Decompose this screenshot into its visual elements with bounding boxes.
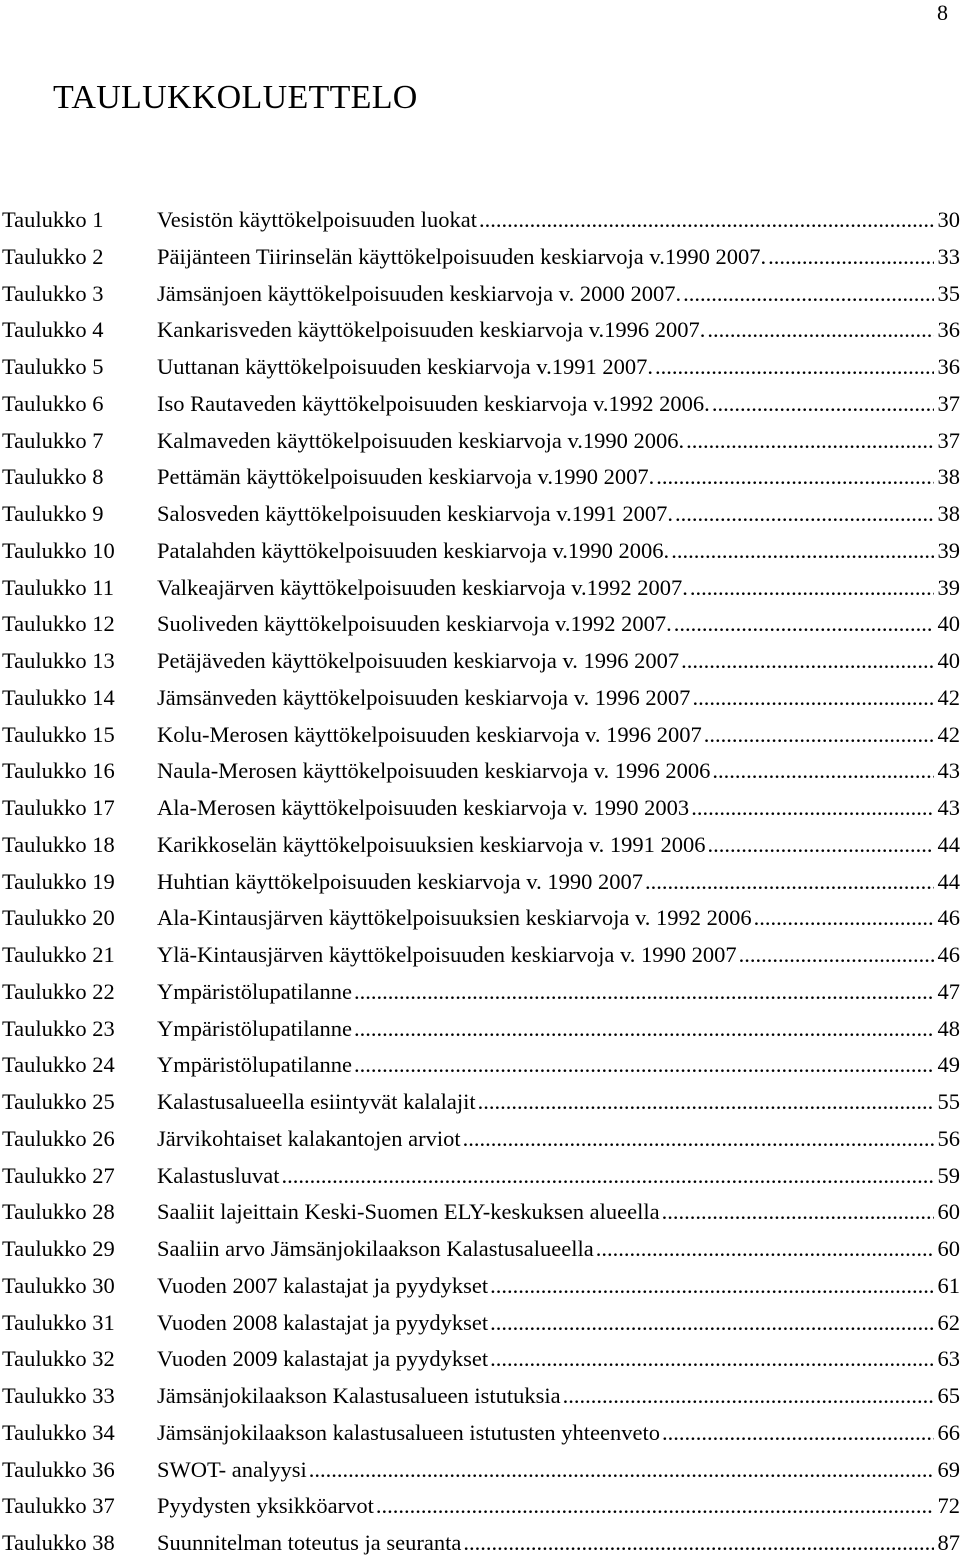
toc-entry-label: Taulukko 26 [2, 1121, 157, 1158]
toc-entry-title-wrap [157, 900, 934, 937]
toc-dot-leader [681, 643, 933, 680]
page-number: 8 [937, 0, 948, 26]
toc-entry-page: 56 [934, 1121, 960, 1158]
toc-entry[interactable] [2, 937, 960, 974]
toc-entry-page: 33 [934, 239, 960, 276]
toc-dot-leader [662, 1194, 934, 1231]
toc-entry-title: Jämsänveden käyttökelpoisuuden keskiarvoja v. 1996 2007 [157, 680, 692, 717]
toc-dot-leader [675, 496, 934, 533]
toc-entry[interactable] [2, 423, 960, 460]
toc-entry[interactable] [2, 312, 960, 349]
toc-entry-title: Pyydysten yksikköarvot [157, 1488, 376, 1525]
toc-entry-label: Taulukko 3 [2, 276, 157, 313]
toc-entry-title: Valkeajärven käyttökelpoisuuden keskiarvoja v.1992 2007. [157, 570, 690, 607]
toc-entry-page: 66 [934, 1415, 960, 1452]
toc-entry[interactable] [2, 1525, 960, 1562]
toc-entry-label: Taulukko 23 [2, 1011, 157, 1048]
toc-entry-label: Taulukko 10 [2, 533, 157, 570]
toc-entry-page: 63 [934, 1341, 960, 1378]
toc-entry[interactable] [2, 717, 960, 754]
toc-entry-page: 42 [934, 680, 960, 717]
toc-entry[interactable] [2, 1121, 960, 1158]
toc-entry-title: Vuoden 2008 kalastajat ja pyydykset [157, 1305, 490, 1342]
toc-entry-label: Taulukko 28 [2, 1194, 157, 1231]
toc-entry-title: Ala-Merosen käyttökelpoisuuden keskiarvoja v. 1990 2003 [157, 790, 691, 827]
toc-entry-title-wrap [157, 606, 934, 643]
toc-entry[interactable] [2, 680, 960, 717]
toc-entry[interactable] [2, 1341, 960, 1378]
toc-entry-label: Taulukko 36 [2, 1452, 157, 1489]
toc-entry-title: Kankarisveden käyttökelpoisuuden keskiarvoja v.1996 2007. [157, 312, 707, 349]
toc-entry-title: Vesistön käyttökelpoisuuden luokat [157, 202, 479, 239]
toc-dot-leader [691, 790, 933, 827]
toc-entry-title-wrap [157, 570, 934, 607]
toc-entry-page: 43 [934, 790, 960, 827]
toc-entry-page: 40 [934, 606, 960, 643]
toc-entry-title-wrap [157, 423, 934, 460]
toc-entry[interactable] [2, 1158, 960, 1195]
toc-dot-leader [707, 827, 933, 864]
toc-entry-title: Saaliit lajeittain Keski-Suomen ELY-keskuksen alueella [157, 1194, 662, 1231]
toc-entry-page: 42 [934, 717, 960, 754]
toc-dot-leader [656, 459, 933, 496]
toc-entry-page: 72 [934, 1488, 960, 1525]
toc-entry-title-wrap [157, 1011, 934, 1048]
toc-entry-title-wrap [157, 496, 934, 533]
toc-entry-title: SWOT- analyysi [157, 1452, 309, 1489]
toc-entry[interactable] [2, 974, 960, 1011]
toc-entry-label: Taulukko 24 [2, 1047, 157, 1084]
toc-dot-leader [490, 1341, 933, 1378]
toc-entry-label: Taulukko 6 [2, 386, 157, 423]
toc-entry[interactable] [2, 1415, 960, 1452]
toc-entry-label: Taulukko 12 [2, 606, 157, 643]
toc-entry-title-wrap [157, 937, 934, 974]
toc-entry-page: 48 [934, 1011, 960, 1048]
toc-entry-title: Uuttanan käyttökelpoisuuden keskiarvoja v.1991 2007. [157, 349, 655, 386]
toc-entry-title-wrap [157, 386, 934, 423]
toc-dot-leader [478, 1084, 934, 1121]
toc-entry-page: 65 [934, 1378, 960, 1415]
page-title: TAULUKKOLUETTELO [53, 78, 418, 118]
toc-entry-title-wrap [157, 864, 934, 901]
toc-entry-label: Taulukko 1 [2, 202, 157, 239]
toc-entry-title-wrap [157, 643, 934, 680]
toc-entry[interactable] [2, 1047, 960, 1084]
toc-dot-leader [739, 937, 934, 974]
toc-entry-page: 69 [934, 1452, 960, 1489]
toc-dot-leader [596, 1231, 934, 1268]
toc-entry-label: Taulukko 11 [2, 570, 157, 607]
toc-entry-label: Taulukko 2 [2, 239, 157, 276]
toc-entry-title: Iso Rautaveden käyttökelpoisuuden keskiarvoja v.1992 2006. [157, 386, 712, 423]
toc-entry-title: Kolu-Merosen käyttökelpoisuuden keskiarvoja v. 1996 2007 [157, 717, 704, 754]
toc-dot-leader [671, 533, 933, 570]
toc-entry-page: 39 [934, 570, 960, 607]
toc-entry-title-wrap [157, 1158, 934, 1195]
toc-entry[interactable] [2, 1378, 960, 1415]
toc-entry-page: 38 [934, 496, 960, 533]
toc-entry-label: Taulukko 32 [2, 1341, 157, 1378]
toc-entry-page: 38 [934, 459, 960, 496]
toc-dot-leader [704, 717, 934, 754]
toc-dot-leader [354, 1047, 934, 1084]
toc-entry[interactable] [2, 276, 960, 313]
toc-entry-page: 43 [934, 753, 960, 790]
toc-entry-title: Kalastusluvat [157, 1158, 281, 1195]
toc-entry-title: Pettämän käyttökelpoisuuden keskiarvoja v.1990 2007. [157, 459, 656, 496]
toc-entry[interactable] [2, 643, 960, 680]
toc-entry-label: Taulukko 7 [2, 423, 157, 460]
toc-entry-label: Taulukko 20 [2, 900, 157, 937]
toc-entry-title: Saaliin arvo Jämsänjokilaakson Kalastusalueella [157, 1231, 596, 1268]
toc-entry-title: Vuoden 2007 kalastajat ja pyydykset [157, 1268, 490, 1305]
toc-entry-title-wrap [157, 1084, 934, 1121]
toc-entry[interactable] [2, 202, 960, 239]
toc-entry-page: 44 [934, 864, 960, 901]
toc-entry-page: 37 [934, 386, 960, 423]
toc-entry-page: 60 [934, 1231, 960, 1268]
toc-entry[interactable] [2, 1268, 960, 1305]
toc-entry-page: 44 [934, 827, 960, 864]
toc-dot-leader [686, 423, 933, 460]
toc-entry[interactable] [2, 1084, 960, 1121]
toc-entry-label: Taulukko 34 [2, 1415, 157, 1452]
toc-entry-title-wrap [157, 1488, 934, 1525]
toc-entry-title: Naula-Merosen käyttökelpoisuuden keskiarvoja v. 1996 2006 [157, 753, 712, 790]
toc-entry-title: Kalmaveden käyttökelpoisuuden keskiarvoja v.1990 2006. [157, 423, 686, 460]
toc-entry-title: Huhtian käyttökelpoisuuden keskiarvoja v. 1990 2007 [157, 864, 645, 901]
toc-entry-title-wrap [157, 312, 934, 349]
toc-entry-title-wrap [157, 1268, 934, 1305]
toc-entry-label: Taulukko 30 [2, 1268, 157, 1305]
toc-entry[interactable] [2, 496, 960, 533]
toc-entry[interactable] [2, 753, 960, 790]
toc-entry-title-wrap [157, 1121, 934, 1158]
toc-entry[interactable] [2, 606, 960, 643]
toc-entry-label: Taulukko 21 [2, 937, 157, 974]
toc-entry-page: 46 [934, 937, 960, 974]
toc-entry-title-wrap [157, 753, 934, 790]
toc-entry-page: 87 [934, 1525, 960, 1562]
toc-dot-leader [690, 570, 934, 607]
toc-entry-title-wrap [157, 202, 934, 239]
toc-entry-title: Patalahden käyttökelpoisuuden keskiarvoja v.1990 2006. [157, 533, 671, 570]
toc-dot-leader [683, 276, 933, 313]
toc-entry-title: Salosveden käyttökelpoisuuden keskiarvoja v.1991 2007. [157, 496, 675, 533]
toc-entry-title-wrap [157, 1341, 934, 1378]
toc-entry-label: Taulukko 25 [2, 1084, 157, 1121]
toc-entry-title-wrap [157, 827, 934, 864]
toc-entry-label: Taulukko 38 [2, 1525, 157, 1562]
toc-dot-leader [309, 1452, 934, 1489]
toc-entry-title: Petäjäveden käyttökelpoisuuden keskiarvoja v. 1996 2007 [157, 643, 681, 680]
toc-entry-page: 30 [934, 202, 960, 239]
toc-entry[interactable] [2, 1488, 960, 1525]
toc-entry-title: Jämsänjokilaakson Kalastusalueen istutuksia [157, 1378, 563, 1415]
toc-dot-leader [754, 900, 934, 937]
toc-entry-label: Taulukko 16 [2, 753, 157, 790]
toc-entry-page: 36 [934, 312, 960, 349]
toc-dot-leader [463, 1525, 933, 1562]
toc-entry-title-wrap [157, 533, 934, 570]
toc-dot-leader [768, 239, 933, 276]
toc-entry[interactable] [2, 533, 960, 570]
toc-dot-leader [463, 1121, 934, 1158]
toc-entry-title-wrap [157, 1378, 934, 1415]
toc-entry[interactable] [2, 570, 960, 607]
toc-entry-page: 40 [934, 643, 960, 680]
toc-entry-title: Ylä-Kintausjärven käyttökelpoisuuden keskiarvoja v. 1990 2007 [157, 937, 739, 974]
toc-entry[interactable] [2, 349, 960, 386]
toc-dot-leader [692, 680, 933, 717]
toc-entry-title: Ympäristölupatilanne [157, 974, 354, 1011]
toc-entry[interactable] [2, 900, 960, 937]
toc-entry-title: Karikkoselän käyttökelpoisuuksien keskiarvoja v. 1991 2006 [157, 827, 707, 864]
toc-entry-title-wrap [157, 1525, 934, 1562]
toc-entry-label: Taulukko 17 [2, 790, 157, 827]
toc-dot-leader [490, 1268, 933, 1305]
toc-entry-page: 60 [934, 1194, 960, 1231]
toc-entry-label: Taulukko 31 [2, 1305, 157, 1342]
toc-entry-label: Taulukko 15 [2, 717, 157, 754]
table-of-contents [2, 202, 960, 1562]
toc-entry-title-wrap [157, 974, 934, 1011]
toc-entry[interactable] [2, 1305, 960, 1342]
toc-dot-leader [479, 202, 934, 239]
toc-entry-title-wrap [157, 1047, 934, 1084]
toc-dot-leader [354, 1011, 934, 1048]
toc-entry-label: Taulukko 19 [2, 864, 157, 901]
toc-entry-label: Taulukko 18 [2, 827, 157, 864]
toc-dot-leader [563, 1378, 934, 1415]
toc-entry[interactable] [2, 386, 960, 423]
toc-entry-title-wrap [157, 1415, 934, 1452]
toc-entry-title-wrap [157, 1305, 934, 1342]
toc-entry-title-wrap [157, 349, 934, 386]
toc-entry-title-wrap [157, 1231, 934, 1268]
toc-entry-label: Taulukko 4 [2, 312, 157, 349]
toc-entry-label: Taulukko 13 [2, 643, 157, 680]
toc-entry-title: Jämsänjokilaakson kalastusalueen istutusten yhteenveto [157, 1415, 662, 1452]
toc-entry-title: Suunnitelman toteutus ja seuranta [157, 1525, 463, 1562]
toc-entry-label: Taulukko 9 [2, 496, 157, 533]
toc-entry-page: 61 [934, 1268, 960, 1305]
toc-entry[interactable] [2, 1452, 960, 1489]
toc-entry-page: 55 [934, 1084, 960, 1121]
toc-entry[interactable] [2, 459, 960, 496]
toc-entry-title: Suoliveden käyttökelpoisuuden keskiarvoja v.1992 2007. [157, 606, 674, 643]
toc-dot-leader [376, 1488, 934, 1525]
toc-entry[interactable] [2, 827, 960, 864]
toc-entry[interactable] [2, 864, 960, 901]
toc-entry-title: Ympäristölupatilanne [157, 1047, 354, 1084]
toc-entry-label: Taulukko 27 [2, 1158, 157, 1195]
toc-entry-title: Jämsänjoen käyttökelpoisuuden keskiarvoja v. 2000 2007. [157, 276, 683, 313]
toc-entry-title-wrap [157, 239, 934, 276]
toc-entry-title-wrap [157, 790, 934, 827]
toc-entry-label: Taulukko 14 [2, 680, 157, 717]
toc-entry-title-wrap [157, 1194, 934, 1231]
toc-entry-label: Taulukko 8 [2, 459, 157, 496]
toc-entry-title-wrap [157, 459, 934, 496]
toc-dot-leader [712, 753, 933, 790]
toc-entry-title: Päijänteen Tiirinselän käyttökelpoisuuden keskiarvoja v.1990 2007. [157, 239, 768, 276]
toc-entry-label: Taulukko 29 [2, 1231, 157, 1268]
toc-entry[interactable] [2, 1011, 960, 1048]
toc-dot-leader [707, 312, 933, 349]
toc-entry-label: Taulukko 37 [2, 1488, 157, 1525]
toc-entry-page: 39 [934, 533, 960, 570]
toc-dot-leader [281, 1158, 933, 1195]
toc-entry-title-wrap [157, 276, 934, 313]
toc-entry-title-wrap [157, 1452, 934, 1489]
toc-dot-leader [490, 1305, 933, 1342]
toc-entry-page: 47 [934, 974, 960, 1011]
toc-entry-page: 59 [934, 1158, 960, 1195]
toc-entry-title: Ympäristölupatilanne [157, 1011, 354, 1048]
toc-entry-label: Taulukko 33 [2, 1378, 157, 1415]
toc-entry-title-wrap [157, 717, 934, 754]
toc-entry-label: Taulukko 22 [2, 974, 157, 1011]
toc-dot-leader [354, 974, 934, 1011]
toc-entry-title: Ala-Kintausjärven käyttökelpoisuuksien keskiarvoja v. 1992 2006 [157, 900, 754, 937]
toc-entry-title-wrap [157, 680, 934, 717]
toc-entry[interactable] [2, 1231, 960, 1268]
toc-entry[interactable] [2, 1194, 960, 1231]
toc-entry-page: 37 [934, 423, 960, 460]
toc-entry-page: 49 [934, 1047, 960, 1084]
toc-entry-page: 46 [934, 900, 960, 937]
toc-entry-page: 36 [934, 349, 960, 386]
toc-entry-label: Taulukko 5 [2, 349, 157, 386]
toc-entry-page: 62 [934, 1305, 960, 1342]
toc-entry-page: 35 [934, 276, 960, 313]
toc-dot-leader [645, 864, 934, 901]
toc-entry-title: Vuoden 2009 kalastajat ja pyydykset [157, 1341, 490, 1378]
toc-dot-leader [712, 386, 934, 423]
toc-entry[interactable] [2, 239, 960, 276]
toc-dot-leader [662, 1415, 933, 1452]
toc-entry-title: Kalastusalueella esiintyvät kalalajit [157, 1084, 478, 1121]
toc-dot-leader [655, 349, 934, 386]
toc-dot-leader [674, 606, 934, 643]
toc-entry-title: Järvikohtaiset kalakantojen arviot [157, 1121, 463, 1158]
toc-entry[interactable] [2, 790, 960, 827]
